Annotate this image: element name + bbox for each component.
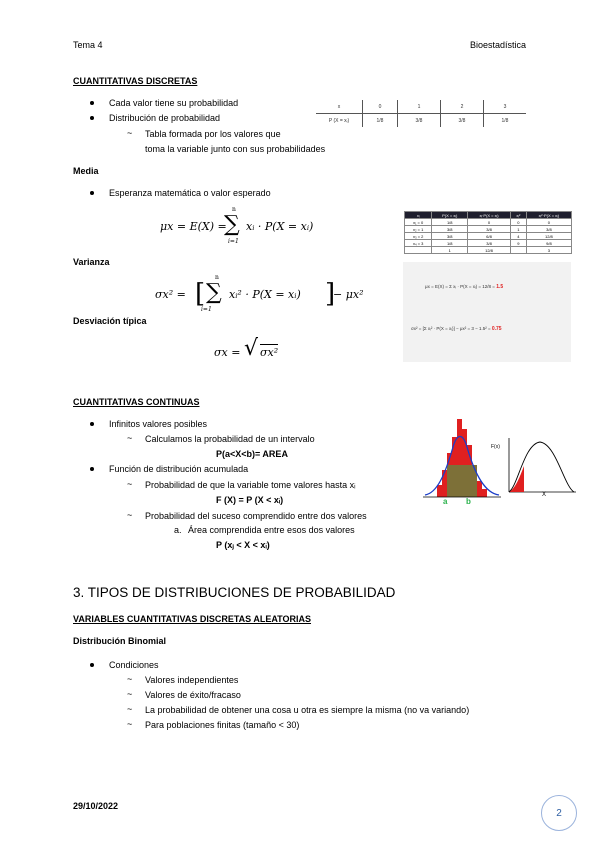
ex-cell: 0 [468,219,511,226]
var-tail: − μx² [333,288,364,301]
sub-suceso: ~ Probabilidad del suceso comprendido entre dos valores [145,511,367,521]
prob-header-3: 3 [484,100,527,114]
bullet-infinitos: Infinitos valores posibles [109,419,208,429]
list-item: ~ Para poblaciones finitas (tamaño < 30) [145,720,299,730]
formula-interval: P (xⱼ < X < xᵢ) [216,540,270,550]
desv-root-sign: √ [244,336,259,361]
media-sum-top: n [232,206,236,213]
sub-area: Área comprendida entre esos dos valores [188,525,355,535]
sub-tabla-b: toma la variable junto con sus probabilidades [145,144,326,154]
var-inner: xᵢ² · P(X = xᵢ) [229,288,301,301]
example-sigma [411,326,502,332]
formula-fx: F (X) = P (X < xᵢ) [216,495,284,505]
section-title: 3. TIPOS DE DISTRIBUCIONES DE PROBABILIDAD [73,585,396,600]
var-lhs: σx² = [155,288,186,301]
heading-desviacion: Desviación típica [73,316,147,326]
ex-cell: 3 [526,247,571,254]
heading-discretas: CUANTITATIVAS DISCRETAS [73,76,198,86]
header-left: Tema 4 [73,40,103,50]
ex-h2: xᵢ·P(X = xᵢ) [468,212,511,219]
var-sum-top: n [215,274,219,281]
prob-cell-2: 3/8 [441,114,484,128]
list-item: ~ La probabilidad de obtener una cosa u otra es siempre la misma (no va variando) [145,705,469,715]
ex-cell: 3/8 [468,240,511,247]
ex-cell: 9 [510,240,526,247]
ex-cell: x₁ = 0 [405,219,432,226]
histogram-figure [421,415,503,507]
ex-cell: 3/8 [526,226,571,233]
example-sigma-text: σx² = [Σ xᵢ² · P(X = xᵢ)] − μx² = 3 − 1.5² = [411,326,492,331]
bullet-funcion: Función de distribución acumulada [109,464,249,474]
desv-lhs: σx = [214,346,241,359]
prob-header-0: 0 [363,100,398,114]
ex-cell: 3/8 [468,226,511,233]
table-row [405,247,572,254]
example-sigma-result: 0.75 [491,326,502,332]
list-item: ~ Valores independientes [145,675,238,685]
media-sum-bottom: i=1 [228,238,239,245]
bullet-esperanza: Esperanza matemática o valor esperado [109,188,271,198]
formula-area: P(a<X<b)= AREA [216,449,288,459]
example-mu [425,284,503,290]
ex-cell: x₂ = 1 [405,226,432,233]
var-bracket-close: ] [325,279,336,309]
ex-cell: 6/8 [468,233,511,240]
ex-cell: 1 [510,226,526,233]
prob-row-label: P (X = xᵢ) [316,114,363,128]
heading-continuas: CUANTITATIVAS CONTINUAS [73,397,200,407]
example-table [404,211,572,254]
ex-h4: xᵢ²·P(X = xᵢ) [526,212,571,219]
ex-cell: 1/8 [432,219,468,226]
prob-cell-3: 1/8 [501,117,509,124]
var-sum-sign: ∑ [206,280,222,305]
ex-h3: xᵢ² [510,212,526,219]
ex-cell: 4 [510,233,526,240]
var-sum-bottom: i=1 [201,306,212,313]
table-row [405,240,572,247]
prob-header-1: 1 [398,100,441,114]
table-row [405,219,572,226]
sub-area-marker: a. [174,525,182,535]
example-mu-result: 1.5 [496,284,504,290]
ex-cell: 1 [432,247,468,254]
prob-header-x: x [316,100,363,114]
ex-cell: 12/8 [526,233,571,240]
label-b: b [466,497,471,506]
cdf-figure [506,436,578,496]
ex-cell: 3/8 [432,226,468,233]
header-right: Bioestadística [470,40,527,50]
media-sum-sign: ∑ [224,212,240,237]
sub-tabla-a: ~ Tabla formada por los valores que [145,129,281,139]
ex-cell [405,247,432,254]
ex-h0: xᵢ [405,212,432,219]
prob-cell-1: 3/8 [398,114,441,128]
ex-h1: P(X = xᵢ) [432,212,468,219]
example-mu-text: μx = E(X) = Σ xᵢ · P(X = xᵢ) = 12/8 = [425,284,497,289]
area-highlight [447,465,477,497]
ex-cell: 1/8 [432,240,468,247]
ex-cell: x₃ = 2 [405,233,432,240]
page-number-text: 2 [556,807,562,819]
list-item: ~ Valores de éxito/fracaso [145,690,241,700]
heading-varianza: Varianza [73,257,110,267]
sub-intervalo: ~ Calculamos la probabilidad de un intervalo [145,434,315,444]
label-x: X [542,492,547,498]
bullet-distribucion: Distribución de probabilidad [109,113,221,123]
table-row [405,233,572,240]
ex-cell: 12/8 [468,247,511,254]
heading-binomial: Distribución Binomial [73,636,167,646]
prob-header-2: 2 [441,100,484,114]
label-fx: F(x) [491,444,500,450]
label-a: a [443,497,448,506]
heading-media: Media [73,166,99,176]
desv-root: σx² [260,346,279,359]
bullet-condiciones: Condiciones [109,660,159,670]
page-number [541,795,577,831]
ex-cell: x₄ = 3 [405,240,432,247]
example-formula-box [403,262,571,362]
ex-cell [510,247,526,254]
ex-cell: 9/8 [526,240,571,247]
bullet-cada-valor: Cada valor tiene su probabilidad [109,98,239,108]
prob-cell-0: 1/8 [363,114,398,128]
ex-cell: 0 [510,219,526,226]
ex-cell: 3/8 [432,233,468,240]
sub-hasta: ~ Probabilidad de que la variable tome valores hasta xᵢ [145,480,356,490]
media-lhs: μx = E(X) = [160,220,227,233]
footer-date: 29/10/2022 [73,801,119,811]
var-bracket-open: [ [195,279,206,309]
media-rhs: xᵢ · P(X = xᵢ) [246,220,314,233]
prob-table [316,100,526,127]
ex-cell: 0 [526,219,571,226]
subheading-variables: VARIABLES CUANTITATIVAS DISCRETAS ALEATORIAS [73,614,312,624]
table-row [405,226,572,233]
